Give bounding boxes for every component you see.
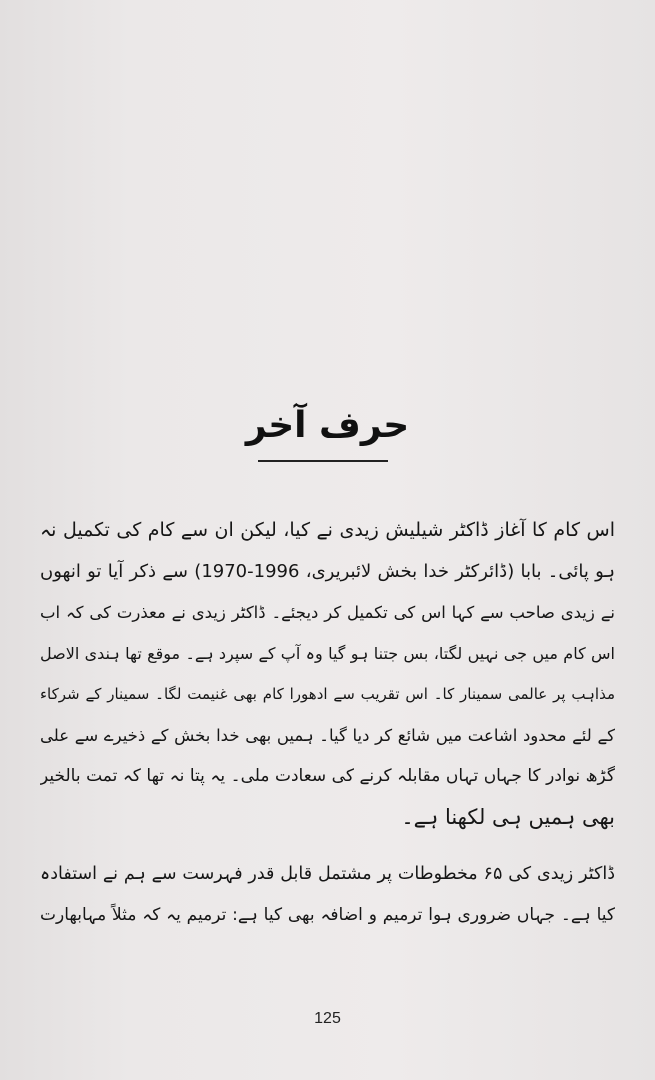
- text-line: نے زیدی صاحب سے کہا اس کی تکمیل کر دیجئے۔ ڈاکٹر زیدی نے معذرت کی کہ اب: [40, 603, 615, 622]
- text-line: اس کام کا آغاز ڈاکٹر شیلیش زیدی نے کیا، لیکن ان سے کام کی تکمیل نہ: [40, 519, 615, 541]
- chapter-heading: حرف آخر: [245, 405, 410, 446]
- text-line: ہو پائی۔ بابا (ڈائرکٹر خدا بخش لائبریری، 1996-1970) سے ذکر آیا تو انھوں: [40, 561, 615, 582]
- paragraph-gap: [40, 838, 615, 854]
- text-line: ڈاکٹر زیدی کی ۶۵ مخطوطات پر مشتمل قابل قدر فہرست سے ہم نے استفادہ: [40, 864, 615, 884]
- text-line: گڑھ نوادر کا جہاں تہاں مقابلہ کرنے کی سعادت ملی۔ یہ پتا نہ تھا کہ تمت بالخیر: [40, 766, 615, 786]
- text-line: کے لئے محدود اشاعت میں شائع کر دیا گیا۔ ہمیں بھی خدا بخش کے ذخیرے سے علی: [40, 726, 615, 745]
- bleed-through-text: [105, 70, 325, 320]
- text-line: بھی ہمیں ہی لکھنا ہے۔: [401, 805, 615, 829]
- text-line: اس کام میں جی نہیں لگتا، بس جتنا ہو گیا وہ آپ کے سپرد ہے۔ موقع تھا ہندی الاصل: [40, 644, 615, 663]
- page-number: 125: [314, 1010, 341, 1027]
- paragraph: [40, 854, 615, 936]
- text-line: مذاہب پر عالمی سمینار کا۔ اس تقریب سے ادھورا کام بھی غنیمت لگا۔ سمینار کے شرکاء: [40, 685, 615, 703]
- heading-divider: [258, 460, 388, 462]
- body-text: [40, 510, 615, 936]
- text-line: کیا ہے۔ جہاں ضروری ہوا ترمیم و اضافہ بھی کیا ہے: ترمیم یہ کہ مثلاً مہابھارت: [40, 905, 615, 925]
- paragraph: [40, 510, 615, 838]
